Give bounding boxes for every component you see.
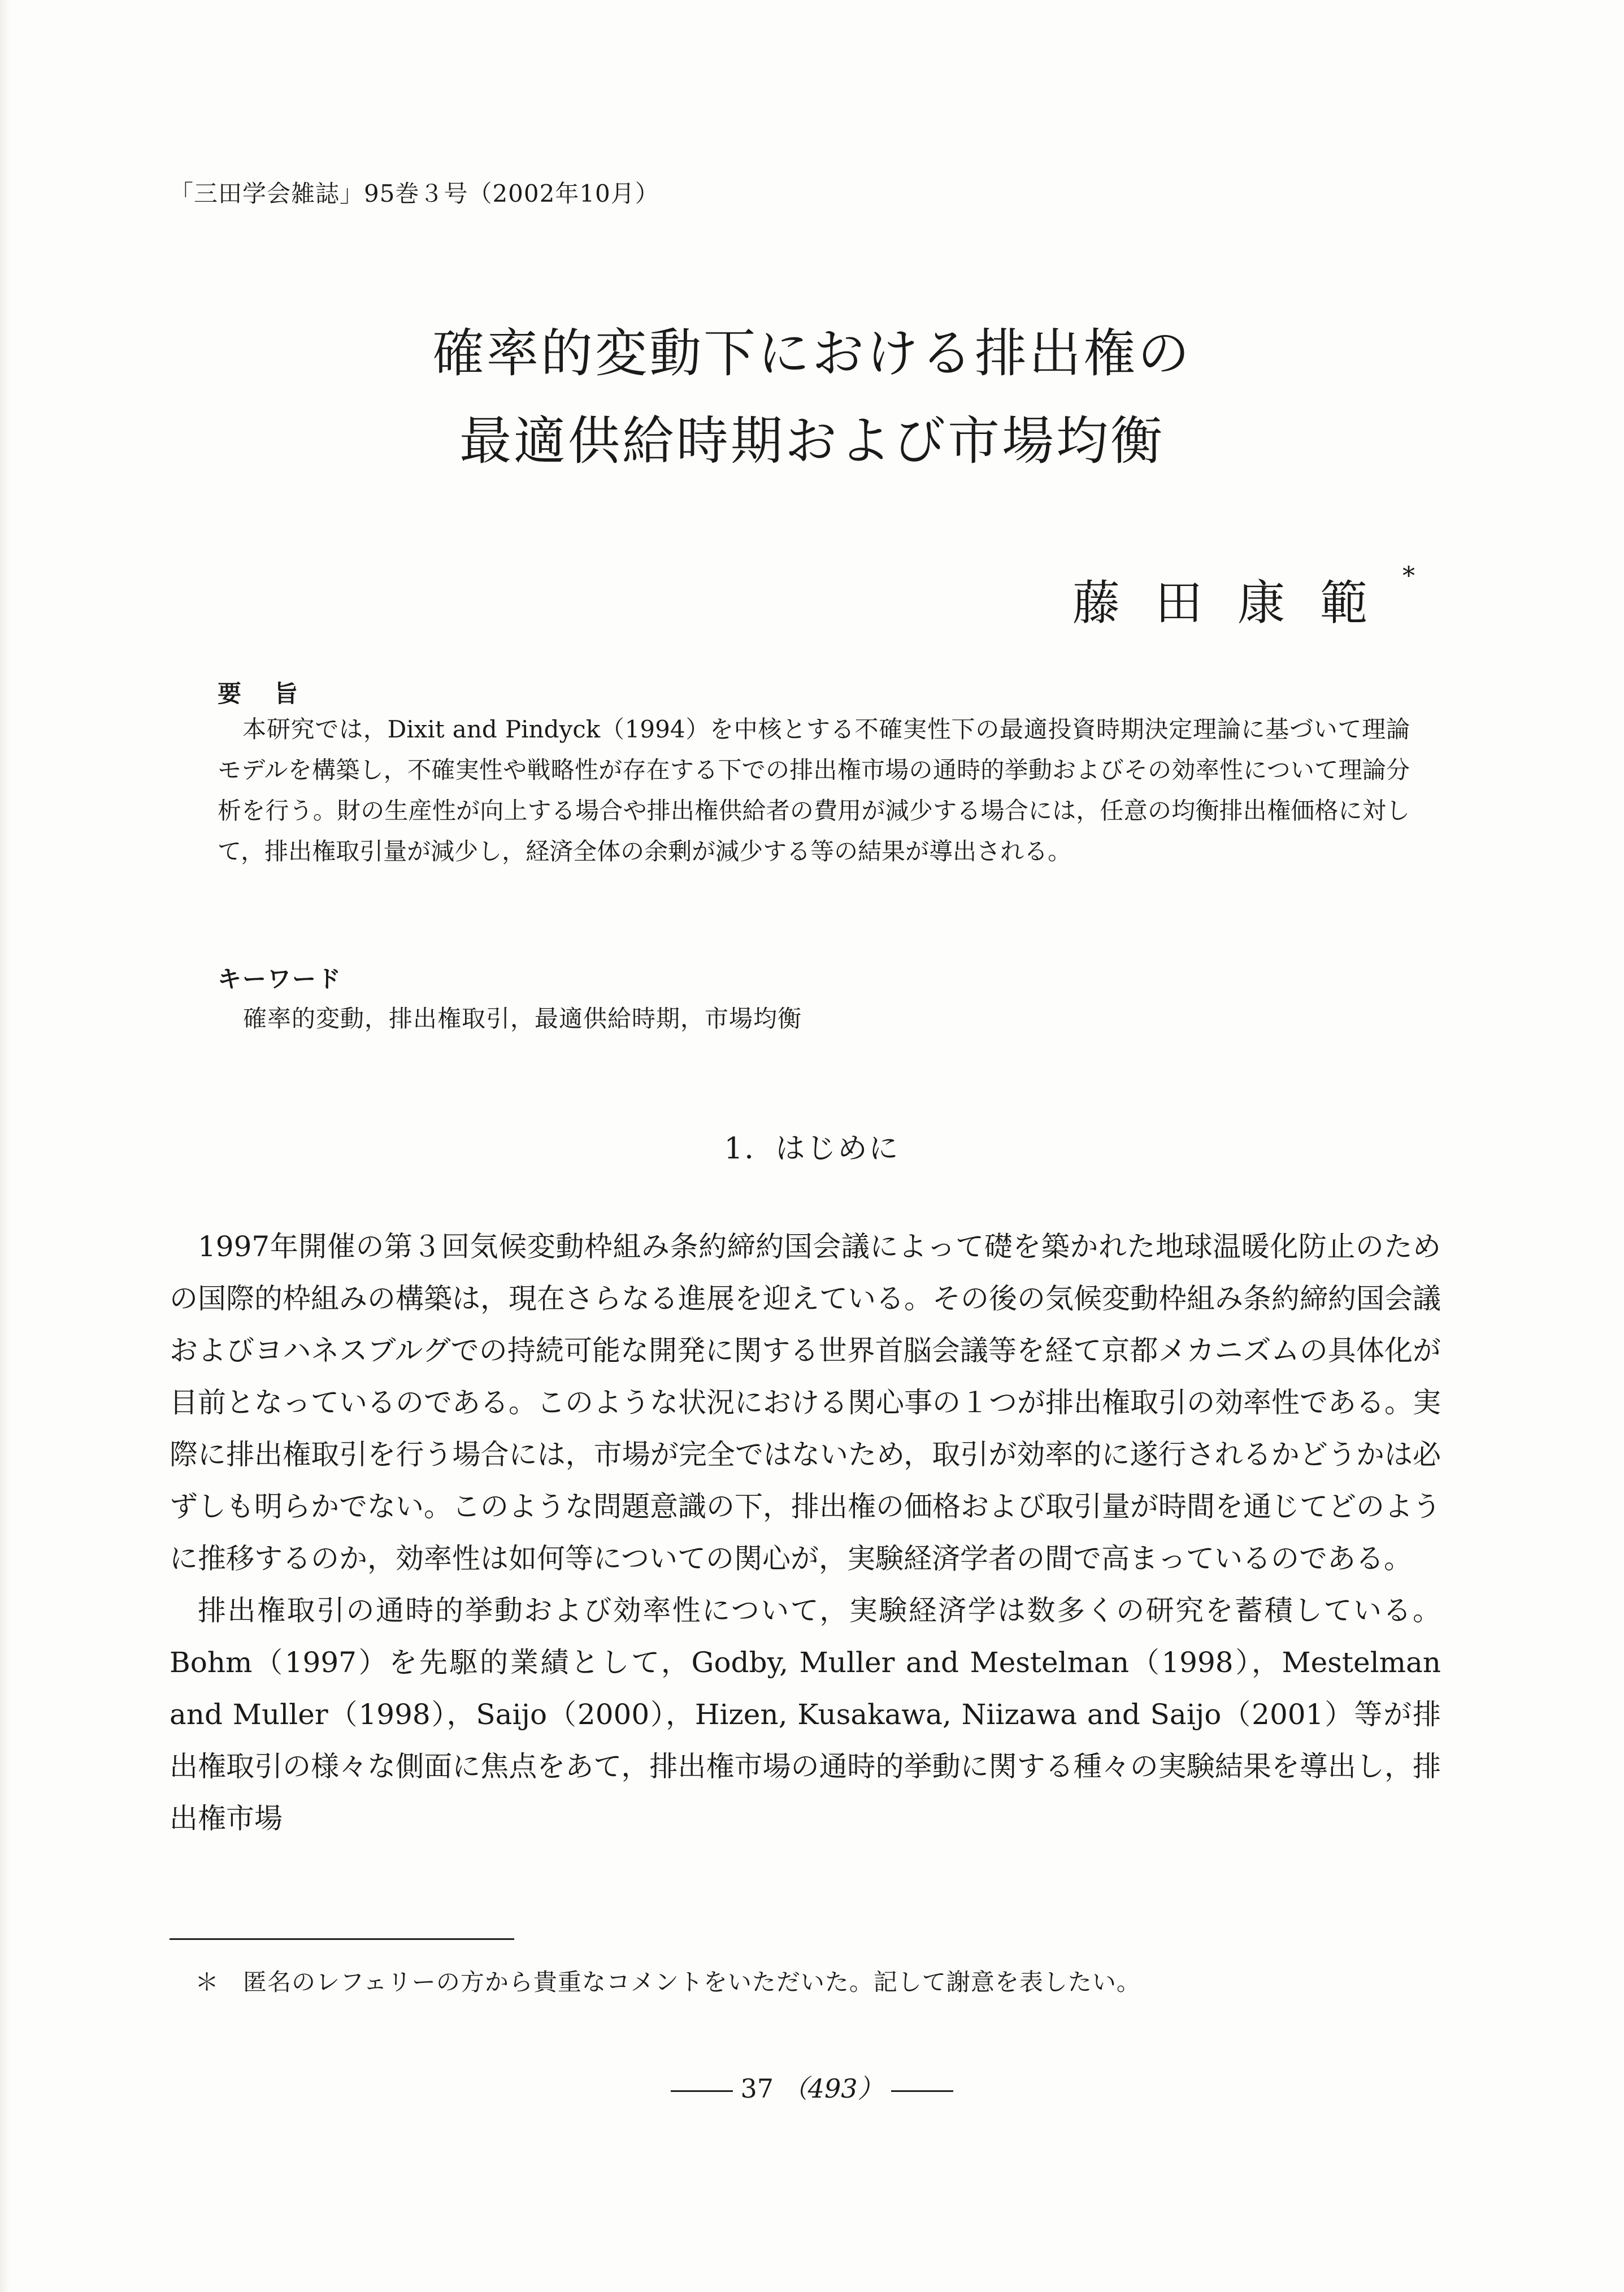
footnote-text: 匿名のレフェリーの方から貴重なコメントをいただいた。記して謝意を表したい。 [243, 1968, 1141, 1996]
page-number-inner: （493） [781, 2073, 884, 2104]
footnote [195, 1964, 1141, 1998]
footnote-mark: ＊ [195, 1968, 220, 1996]
footnote-rule [170, 1938, 514, 1940]
body-paragraph-1: 1997年開催の第３回気候変動枠組み条約締約国会議によって礎を築かれた地球温暖化防止のための国際的枠組みの構築は，現在さらなる進展を迎えている。その後の気候変動枠組み条約締約国会議およびヨハネスブルグでの持続可能な開発に関する世界首脳会議等を経て京都メカニズムの具体化が目前となっているのである。このような状況における関心事の１つが排出権取引の効率性である。実際に排出権取引を行う場合には，市場が完全ではないため，取引が効率的に遂行されるかどうかは必ずしも明らかでない。このような問題意識の下，排出権の価格および取引量が時間を通じてどのように推移するのか，効率性は如何等についての関心が，実験経済学者の間で高まっているのである。 [170, 1230, 1441, 1575]
title-line-1: 確率的変動下における排出権の [432, 323, 1192, 384]
keywords-text: 確率的変動，排出権取引，最適供給時期，市場均衡 [243, 1005, 802, 1032]
body-paragraph-2: 排出権取引の通時的挙動および効率性について，実験経済学は数多くの研究を蓄積している。Bohm（1997）を先駆的業績として，Godby, Muller and Mestelman（1998），Mestelman and Muller（1998），Saijo（2000），Hizen, Kusakawa, Niizawa and Saijo（2001）等が排出権取引の様々な側面に焦点をあて，排出権市場の通時的挙動に関する種々の実験結果を導出し，排出権市場 [170, 1594, 1441, 1835]
author-footnote-mark: * [1402, 562, 1415, 591]
abstract-text: 本研究では，Dixit and Pindyck（1994）を中核とする不確実性下の最適投資時期決定理論に基づいて理論モデルを構築し，不確実性や戦略性が存在する下での排出権市場の通時的挙動およびその効率性について理論分析を行う。財の生産性が向上する場合や排出権供給者の費用が減少する場合には，任意の均衡排出権価格に対して，排出権取引量が減少し，経済全体の余剰が減少する等の結果が導出される。 [218, 715, 1410, 865]
page-dash-left [671, 2090, 733, 2092]
page-number [0, 2068, 1624, 2106]
journal-info: 「三田学会雑誌」95巻３号（2002年10月） [170, 180, 659, 207]
section-heading: 1．はじめに [724, 1132, 900, 1166]
abstract-heading: 要旨 [218, 680, 331, 707]
title-line-2: 最適供給時期および市場均衡 [459, 411, 1165, 471]
main-body [170, 1221, 1441, 1844]
page-number-main: 37 [740, 2073, 774, 2104]
page-dash-right [891, 2090, 953, 2092]
keywords-heading: キーワード [218, 965, 342, 993]
author [1072, 562, 1415, 633]
author-name: 藤田康範 [1072, 575, 1402, 631]
